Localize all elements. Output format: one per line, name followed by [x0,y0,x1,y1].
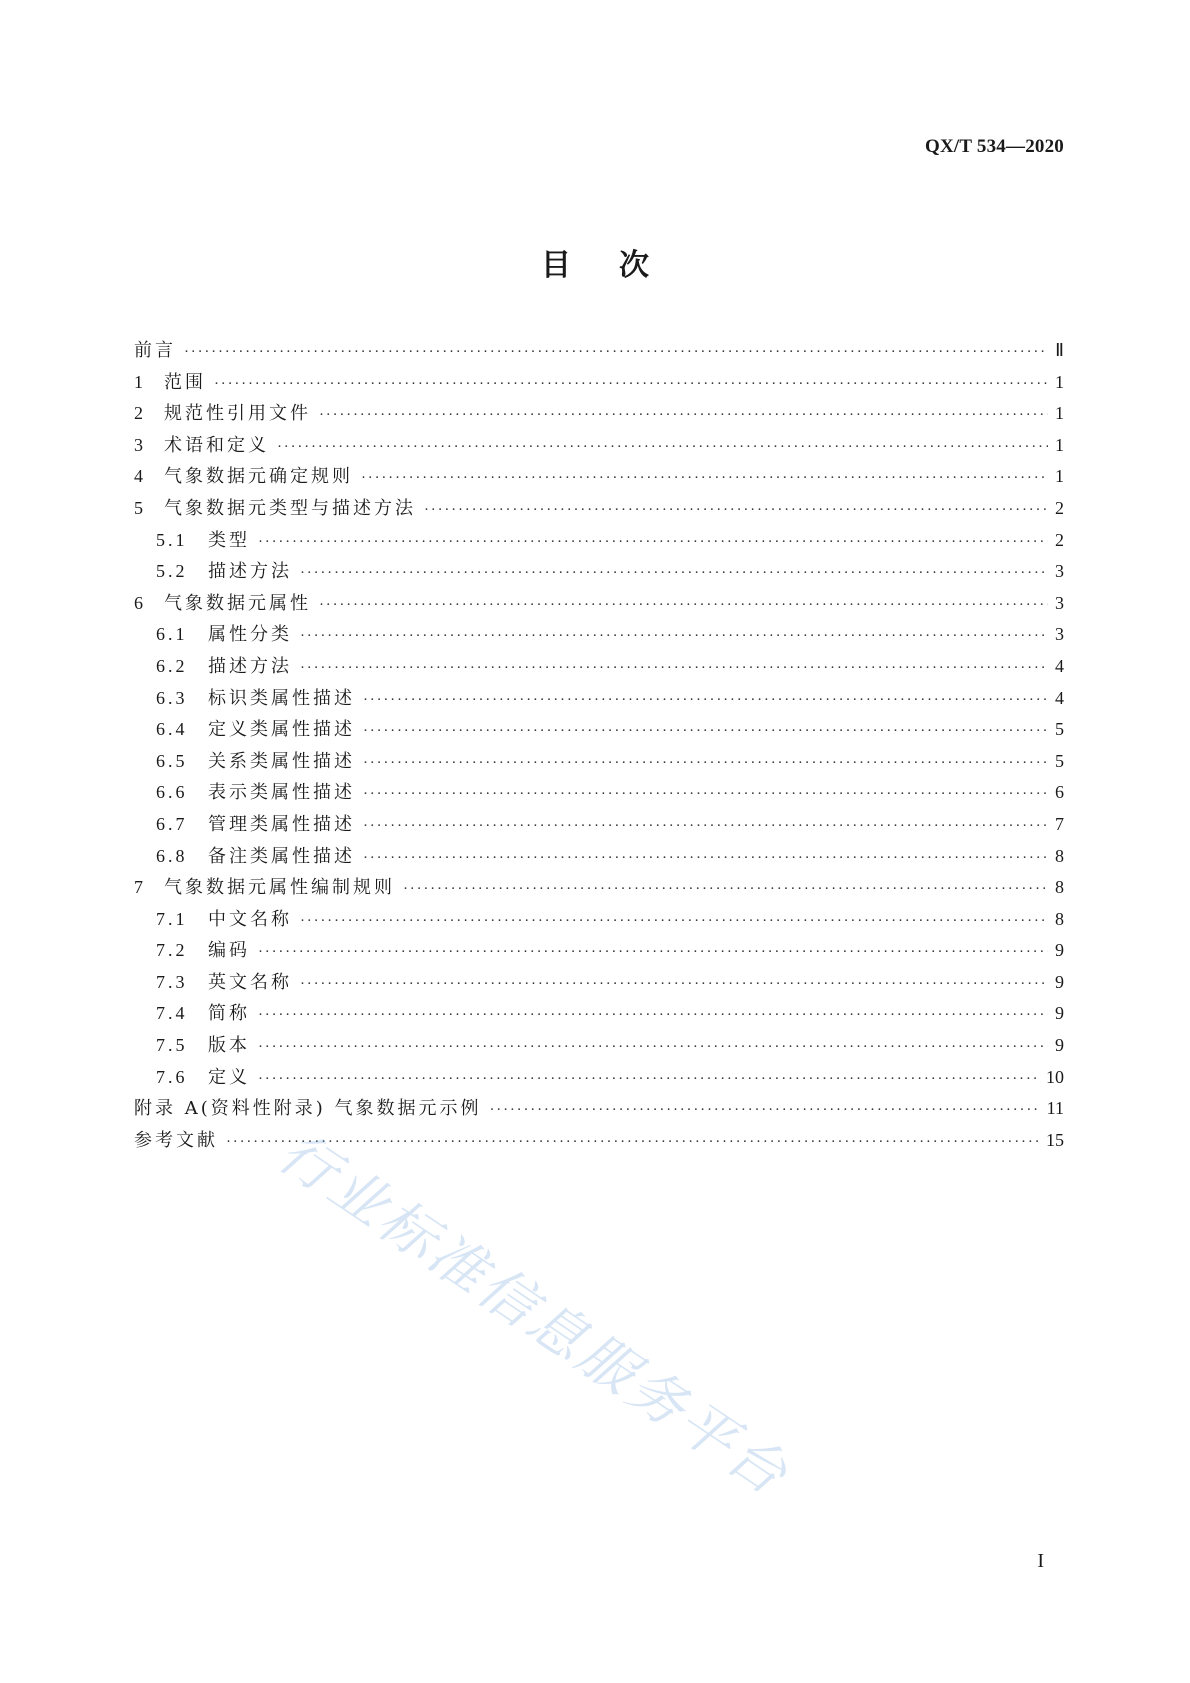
toc-entry-number: 2 [134,403,146,424]
toc-leader-dots [363,748,1048,780]
table-of-contents [134,335,1064,1156]
toc-leader-dots [300,969,1048,1001]
toc-entry-page: 1 [1055,466,1064,487]
toc-entry-page: 4 [1055,687,1064,708]
toc-entry-number: 6.6 [156,782,188,803]
toc-entry-number: 3 [134,434,146,455]
toc-entry[interactable] [134,335,1064,367]
toc-entry[interactable] [134,714,1064,746]
toc-entry-page: 9 [1055,971,1064,992]
toc-entry[interactable] [134,872,1064,904]
toc-entry-number: 6 [134,592,146,613]
toc-entry[interactable] [134,398,1064,430]
toc-entry[interactable] [134,841,1064,873]
toc-entry-number: 6.1 [156,624,188,645]
toc-entry[interactable] [134,1125,1064,1157]
standard-code: QX/T 534—2020 [925,136,1064,157]
toc-entry[interactable] [134,1062,1064,1094]
toc-entry-label: 英文名称 [208,971,292,993]
toc-entry-number: 7.3 [156,971,188,992]
toc-entry-number: 6.3 [156,687,188,708]
toc-entry-label: 管理类属性描述 [208,813,355,835]
toc-entry-page: 15 [1046,1129,1064,1150]
toc-entry[interactable] [134,683,1064,715]
toc-entry[interactable] [134,367,1064,399]
toc-entry-page: 5 [1055,719,1064,740]
toc-entry-page: 8 [1055,877,1064,898]
toc-leader-dots [319,400,1048,432]
toc-leader-dots [361,463,1048,495]
toc-entry[interactable] [134,967,1064,999]
toc-entry[interactable] [134,1030,1064,1062]
toc-entry[interactable] [134,1093,1064,1125]
toc-leader-dots [300,558,1048,590]
toc-entry-page: 9 [1055,1035,1064,1056]
toc-entry-page: 8 [1055,908,1064,929]
toc-leader-dots [490,1095,1041,1127]
toc-entry[interactable] [134,651,1064,683]
toc-leader-dots [319,590,1048,622]
toc-entry-label: 附录 A(资料性附录) 气象数据元示例 [134,1098,482,1120]
toc-leader-dots [424,495,1048,527]
toc-entry-page: 9 [1055,940,1064,961]
toc-entry-page: 3 [1055,592,1064,613]
toc-entry-number: 5.2 [156,561,188,582]
toc-entry-number: 7.5 [156,1035,188,1056]
toc-leader-dots [258,1032,1048,1064]
toc-entry[interactable] [134,619,1064,651]
toc-entry-page: 3 [1055,624,1064,645]
toc-entry[interactable] [134,746,1064,778]
toc-leader-dots [363,779,1048,811]
toc-entry-number: 7.4 [156,1003,188,1024]
toc-entry-number: 6.4 [156,719,188,740]
toc-entry[interactable] [134,493,1064,525]
page-title: 目次 [541,248,697,283]
toc-entry-label: 气象数据元确定规则 [164,466,353,488]
toc-leader-dots [363,685,1048,717]
toc-entry-label: 标识类属性描述 [208,687,355,709]
toc-entry[interactable] [134,556,1064,588]
toc-leader-dots [258,937,1048,969]
toc-entry-number: 6.8 [156,845,188,866]
toc-entry-label: 中文名称 [208,908,292,930]
page-number: I [1037,1550,1044,1572]
toc-entry-label: 气象数据元属性编制规则 [164,877,395,899]
toc-entry[interactable] [134,935,1064,967]
toc-entry-page: Ⅱ [1055,340,1064,360]
toc-entry-label: 备注类属性描述 [208,845,355,867]
toc-leader-dots [300,621,1048,653]
toc-entry-number: 5.1 [156,529,188,550]
toc-leader-dots [258,1064,1040,1096]
toc-entry-label: 编码 [208,940,250,962]
toc-entry-page: 2 [1055,497,1064,518]
toc-entry-page: 5 [1055,750,1064,771]
toc-leader-dots [258,527,1048,559]
toc-entry[interactable] [134,525,1064,557]
toc-leader-dots [258,1000,1048,1032]
toc-entry-label: 规范性引用文件 [164,403,311,425]
toc-entry-label: 术语和定义 [164,434,269,456]
toc-entry-label: 简称 [208,1003,250,1025]
toc-entry-number: 6.2 [156,655,188,676]
toc-entry-label: 定义类属性描述 [208,719,355,741]
toc-entry-number: 1 [134,371,146,392]
toc-entry-page: 9 [1055,1003,1064,1024]
toc-entry-page: 3 [1055,561,1064,582]
toc-entry-number: 7.1 [156,908,188,929]
watermark: 行业标准信息服务平台 [266,1119,801,1510]
toc-entry[interactable] [134,588,1064,620]
toc-entry-page: 1 [1055,371,1064,392]
toc-entry-page: 2 [1055,529,1064,550]
toc-entry-number: 6.5 [156,750,188,771]
toc-leader-dots [184,337,1048,369]
toc-leader-dots [363,716,1048,748]
toc-leader-dots [403,874,1048,906]
toc-leader-dots [300,906,1048,938]
toc-entry-label: 描述方法 [208,561,292,583]
toc-entry[interactable] [134,777,1064,809]
toc-entry-label: 参考文献 [134,1129,218,1151]
toc-entry-page: 1 [1055,403,1064,424]
toc-entry-label: 属性分类 [208,624,292,646]
toc-leader-dots [226,1127,1040,1159]
toc-entry-label: 类型 [208,529,250,551]
toc-entry-number: 4 [134,466,146,487]
toc-entry-page: 7 [1055,813,1064,834]
toc-entry-label: 前言 [134,340,176,361]
toc-entry-page: 6 [1055,782,1064,803]
toc-entry-page: 10 [1046,1066,1064,1087]
toc-leader-dots [300,653,1048,685]
toc-entry-label: 描述方法 [208,655,292,677]
toc-entry-label: 范围 [164,371,206,393]
toc-entry-page: 1 [1055,434,1064,455]
toc-entry[interactable] [134,904,1064,936]
toc-entry[interactable] [134,461,1064,493]
toc-entry-number: 7.2 [156,940,188,961]
toc-entry[interactable] [134,430,1064,462]
toc-entry-label: 表示类属性描述 [208,782,355,804]
toc-entry-number: 5 [134,497,146,518]
toc-leader-dots [363,811,1048,843]
toc-entry-page: 11 [1046,1098,1064,1119]
toc-entry-page: 4 [1055,655,1064,676]
toc-entry-label: 气象数据元类型与描述方法 [164,497,416,519]
toc-entry[interactable] [134,998,1064,1030]
toc-leader-dots [363,843,1048,875]
toc-entry-label: 关系类属性描述 [208,750,355,772]
toc-leader-dots [277,432,1048,464]
toc-entry-label: 气象数据元属性 [164,592,311,614]
toc-entry-number: 6.7 [156,813,188,834]
toc-entry-page: 8 [1055,845,1064,866]
toc-leader-dots [214,369,1048,401]
toc-entry-number: 7 [134,877,146,898]
toc-entry-label: 版本 [208,1035,250,1057]
toc-entry-number: 7.6 [156,1066,188,1087]
toc-entry-label: 定义 [208,1066,250,1088]
toc-entry[interactable] [134,809,1064,841]
